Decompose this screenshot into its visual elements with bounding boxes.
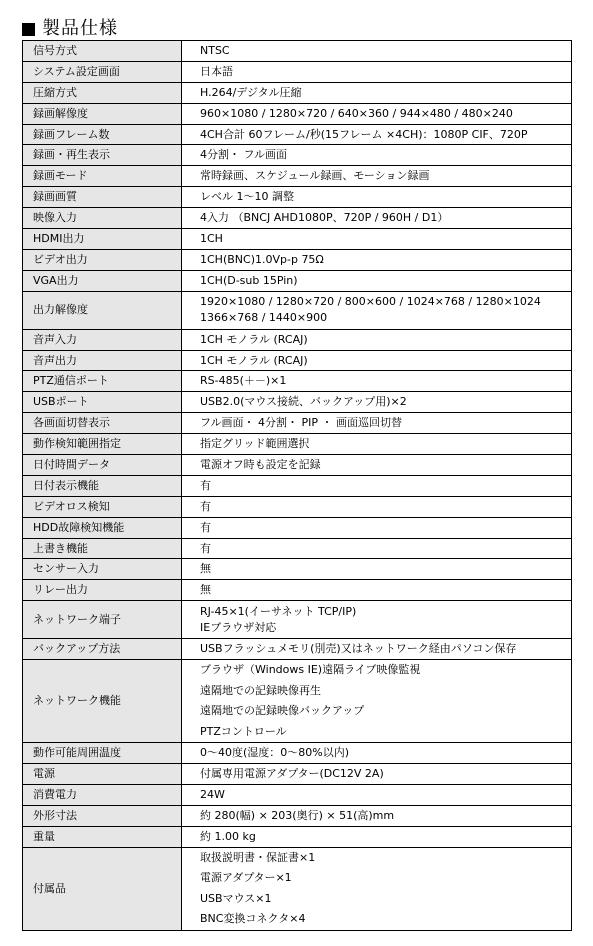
spec-value-line: 1920×1080 / 1280×720 / 800×600 / 1024×768 / 1280×1024 [200,295,541,309]
spec-value [182,187,572,208]
spec-value-line: フル画面・ 4分割・ PIP ・ 画面巡回切替 [200,416,403,430]
spec-row [23,455,572,476]
spec-value [182,805,572,826]
spec-row [23,538,572,559]
spec-value-line: 指定グリッド範囲選択 [200,437,310,451]
spec-row [23,847,572,930]
spec-value [182,601,572,639]
spec-label: 録画モード [23,166,182,187]
spec-row [23,41,572,62]
spec-label: PTZ通信ポート [23,371,182,392]
section-heading [22,18,118,40]
spec-value [182,145,572,166]
spec-row [23,350,572,371]
spec-label: ビデオ出力 [23,249,182,270]
spec-label: 上書き機能 [23,538,182,559]
spec-value-line: 取扱説明書・保証書×1 [200,850,316,864]
spec-row [23,229,572,250]
spec-value [182,208,572,229]
spec-value [182,249,572,270]
spec-row [23,392,572,413]
spec-row [23,601,572,639]
spec-value-line: 1CH [200,231,223,245]
section-title: 製品仕様 [42,18,118,39]
spec-value-line: 付属専用電源アダプター(DC12V 2A) [200,766,384,780]
spec-value [182,496,572,517]
spec-label: ネットワーク機能 [23,660,182,743]
spec-value-line: 有 [200,520,211,534]
spec-value-line: 1CH(BNC)1.0Vp-p 75Ω [200,252,324,266]
spec-label: 圧縮方式 [23,82,182,103]
spec-value [182,392,572,413]
spec-row [23,639,572,660]
spec-row [23,166,572,187]
spec-value-line: 無 [200,583,211,597]
spec-value [182,124,572,145]
spec-value-line: USB2.0(マウス接続、バックアップ用)×2 [200,395,407,409]
spec-value-line: 電源オフ時も設定を記録 [200,457,321,471]
spec-label: 映像入力 [23,208,182,229]
spec-row [23,743,572,764]
spec-value [182,166,572,187]
spec-row [23,124,572,145]
spec-value [182,413,572,434]
spec-value-line: 960×1080 / 1280×720 / 640×360 / 944×480 / 480×240 [200,106,513,120]
spec-row [23,187,572,208]
spec-value-line: 遠隔地での記録映像バックアップ [200,704,365,718]
spec-label: 各画面切替表示 [23,413,182,434]
spec-value [182,517,572,538]
spec-label: HDMI出力 [23,229,182,250]
spec-label: 信号方式 [23,41,182,62]
spec-row [23,660,572,743]
spec-label: 電源 [23,764,182,785]
spec-value-line: USBフラッシュメモリ(別売)又はネットワーク経由パソコン保存 [200,642,517,656]
spec-value-line: RS-485(＋－)×1 [200,374,287,388]
spec-table [22,40,572,931]
spec-value-line: 常時録画、スケジュール録画、モーション録画 [200,169,430,183]
spec-value-line: PTZコントロール [200,724,287,738]
spec-label: 音声出力 [23,350,182,371]
spec-value [182,371,572,392]
spec-label: センサー入力 [23,559,182,580]
spec-value-line: 無 [200,562,211,576]
spec-row [23,805,572,826]
spec-row [23,82,572,103]
spec-value [182,475,572,496]
spec-value-line: 日本語 [200,64,233,78]
spec-value-line: H.264/デジタル圧縮 [200,85,302,99]
spec-value [182,538,572,559]
spec-row [23,517,572,538]
spec-value-line: レベル 1～10 調整 [200,190,294,204]
spec-row [23,329,572,350]
spec-value-line: BNC変換コネクタ×4 [200,912,306,926]
spec-value-line: 1366×768 / 1440×900 [200,311,328,325]
spec-value [182,329,572,350]
spec-row [23,559,572,580]
spec-row [23,434,572,455]
spec-label: 付属品 [23,847,182,930]
spec-row [23,249,572,270]
spec-row [23,291,572,329]
spec-value-line: 4入力 （BNCJ AHD1080P、720P / 960H / D1） [200,211,449,225]
spec-value [182,291,572,329]
spec-row [23,826,572,847]
spec-row [23,208,572,229]
spec-value [182,82,572,103]
spec-value-line: 有 [200,499,211,513]
spec-row [23,145,572,166]
spec-label: ビデオロス検知 [23,496,182,517]
spec-value-line: 4CH合計 60フレーム/秒(15フレーム ×4CH)：1080P CIF、720P [200,127,528,141]
spec-value [182,743,572,764]
spec-label: 日付時間データ [23,455,182,476]
spec-value-line: 遠隔地での記録映像再生 [200,683,321,697]
spec-label: 動作可能周囲温度 [23,743,182,764]
spec-label: 録画・再生表示 [23,145,182,166]
spec-value-line: 約 280(幅) × 203(奥行) × 51(高)mm [200,808,395,822]
spec-row [23,61,572,82]
spec-value [182,41,572,62]
spec-label: バックアップ方法 [23,639,182,660]
spec-label: リレー出力 [23,580,182,601]
spec-value [182,847,572,930]
spec-row [23,764,572,785]
spec-value-line: 24W [200,787,225,801]
spec-label: 録画画質 [23,187,182,208]
spec-label: 録画フレーム数 [23,124,182,145]
spec-value [182,784,572,805]
spec-value-line: 有 [200,478,211,492]
spec-value [182,270,572,291]
spec-row [23,270,572,291]
spec-row [23,413,572,434]
spec-row [23,784,572,805]
spec-value-line: 4分割・ フル画面 [200,148,288,162]
spec-value [182,764,572,785]
spec-value [182,455,572,476]
spec-value-line: 約 1.00 kg [200,829,256,843]
spec-label: USBポート [23,392,182,413]
spec-label: 音声入力 [23,329,182,350]
spec-row [23,475,572,496]
spec-value [182,660,572,743]
spec-row [23,103,572,124]
spec-label: 消費電力 [23,784,182,805]
spec-value-line: ブラウザ（Windows IE)遠隔ライブ映像監視 [200,663,421,677]
spec-label: 重量 [23,826,182,847]
spec-label: HDD故障検知機能 [23,517,182,538]
spec-label: 出力解像度 [23,291,182,329]
black-square-icon [22,23,35,36]
spec-value [182,103,572,124]
spec-value-line: USBマウス×1 [200,891,272,905]
spec-row [23,496,572,517]
spec-value-line: IEブラウザ対応 [200,620,277,634]
spec-label: 日付表示機能 [23,475,182,496]
spec-label: 動作検知範囲指定 [23,434,182,455]
spec-value-line: 電源アダプター×1 [200,871,292,885]
spec-value [182,350,572,371]
spec-value-line: 有 [200,541,211,555]
spec-row [23,371,572,392]
spec-label: システム設定画面 [23,61,182,82]
spec-label: VGA出力 [23,270,182,291]
spec-value [182,826,572,847]
spec-value-line: 1CH モノラル (RCAJ) [200,353,308,367]
spec-label: 録画解像度 [23,103,182,124]
spec-label: ネットワーク端子 [23,601,182,639]
spec-value [182,639,572,660]
spec-value [182,559,572,580]
spec-value [182,434,572,455]
spec-value-line: NTSC [200,43,230,57]
spec-label: 外形寸法 [23,805,182,826]
spec-value [182,61,572,82]
spec-value [182,229,572,250]
spec-value [182,580,572,601]
spec-value-line: RJ-45×1(イーサネット TCP/IP) [200,604,357,618]
spec-value-line: 1CH(D-sub 15Pin) [200,273,298,287]
spec-value-line: 0～40度(湿度：0～80%以内) [200,746,350,760]
spec-row [23,580,572,601]
spec-value-line: 1CH モノラル (RCAJ) [200,332,308,346]
